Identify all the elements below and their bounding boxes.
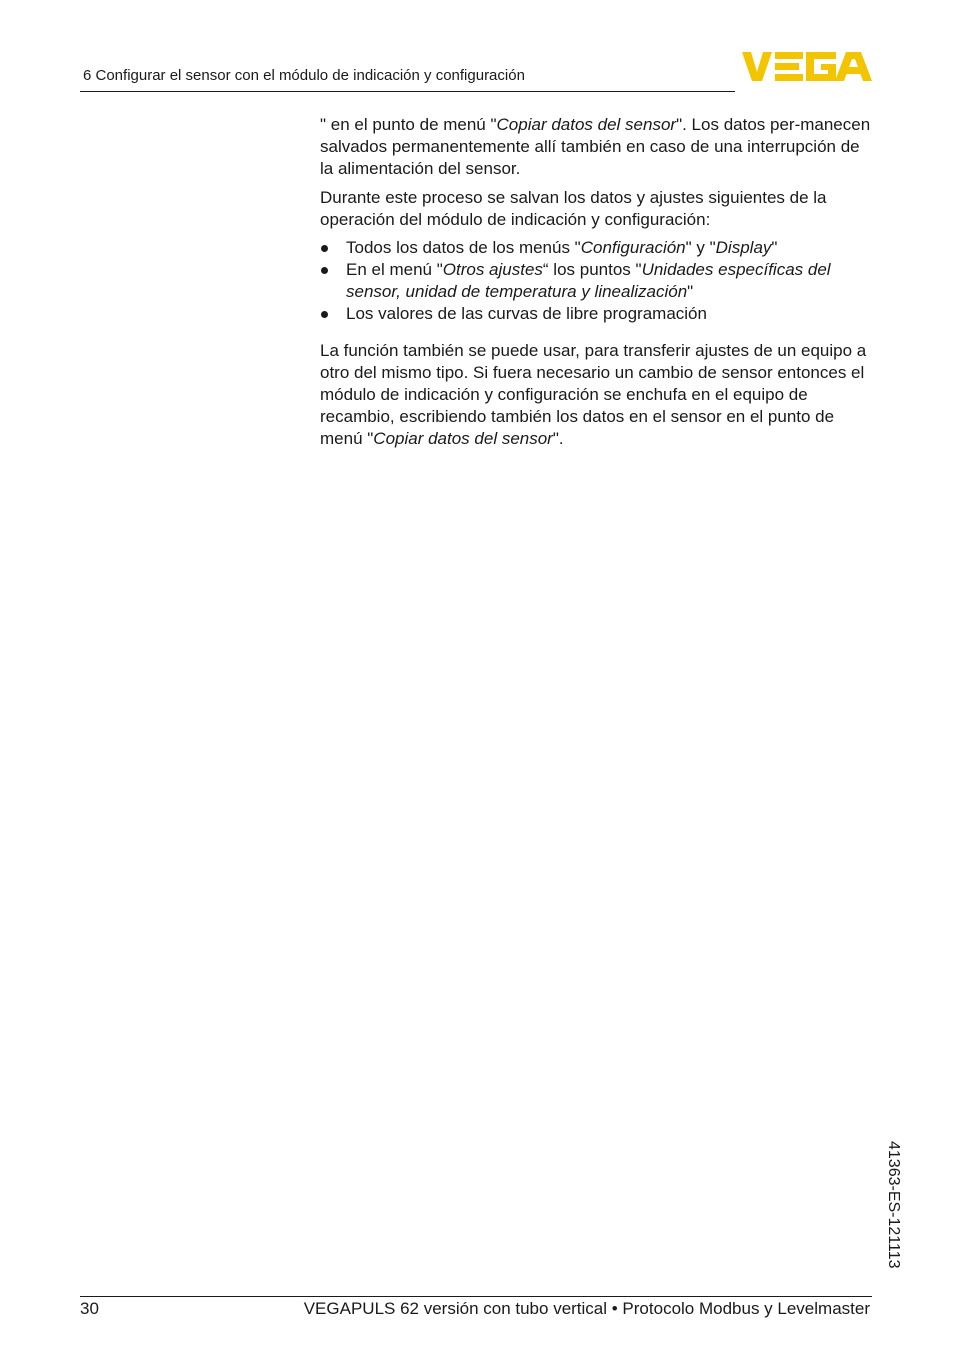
paragraph-saved-data: Durante este proceso se salvan los datos y ajustes siguientes de la operación del módulo de indicación y configuración: [320, 188, 827, 229]
document-code [882, 1141, 904, 1291]
header-divider [80, 91, 735, 92]
list-item [320, 237, 876, 259]
vega-logo [742, 52, 872, 82]
footer-divider [80, 1296, 872, 1297]
menu-reference: Display [715, 238, 772, 257]
menu-reference: Copiar datos del sensor [496, 115, 677, 134]
bullet-icon [321, 245, 328, 252]
menu-reference: Copiar datos del sensor [373, 429, 553, 448]
bullet-icon [321, 267, 328, 274]
text-run: “ los puntos " [542, 260, 642, 279]
text-run: En el menú " [346, 260, 443, 279]
bullet-icon [321, 311, 328, 318]
page-number: 30 [80, 1299, 99, 1318]
text-run: " [687, 282, 694, 301]
main-content [320, 114, 876, 450]
text-run: " y " [685, 238, 716, 257]
text-run: La función también se puede usar, para transferir ajustes de un equipo a otro del mismo tipo. Si fuera necesario un cambio de sensor entonces el módulo de indicación y configuración se enchufa en el equipo de recambio, escribiendo también los datos en el sensor en el punto de menú " [320, 341, 867, 448]
text-run: Todos los datos de los menús " [346, 238, 581, 257]
text-run: " en el punto de menú " [320, 115, 497, 134]
text-run: ". [552, 429, 564, 448]
paragraph-copy-data [320, 114, 876, 180]
list-item [320, 259, 876, 303]
text-run: Los valores de las curvas de libre programación [346, 304, 707, 323]
menu-reference: Configuración [580, 238, 686, 257]
paragraph-transfer [320, 340, 876, 450]
list-item [320, 303, 876, 325]
section-header: 6 Configurar el sensor con el módulo de indicación y configuración [83, 67, 525, 84]
document-code-text: 41363-ES-121113 [885, 1141, 902, 1269]
menu-reference: Unidades específicas del sensor, unidad de temperatura y linealización [346, 260, 831, 301]
menu-reference: Otros ajustes [442, 260, 543, 279]
text-run: ". Los datos per-manecen salvados permanentemente allí también en caso de una interrupción de la alimentación del sensor. [320, 115, 871, 178]
footer-document-title: VEGAPULS 62 versión con tubo vertical • Protocolo Modbus y Levelmaster [303, 1299, 870, 1318]
saved-data-list [320, 237, 876, 325]
text-run: " [771, 238, 778, 257]
